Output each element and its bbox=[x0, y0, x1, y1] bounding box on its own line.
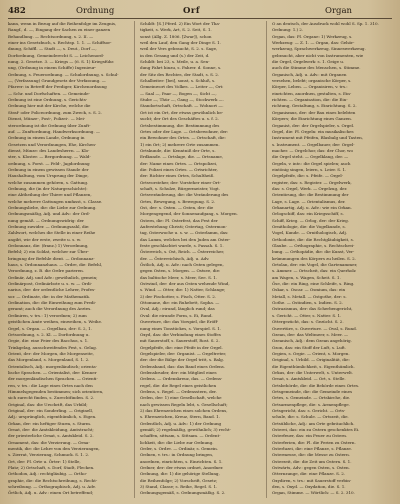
text-line: bung. — Orthopädie, die: die Kunst, Ver- bbox=[272, 249, 355, 255]
text-line: Ordnung hier mit der Kirche, welche die bbox=[8, 103, 91, 109]
text-line: 2) das Ehrenzeichen eines solchen Ordens, bbox=[140, 407, 228, 413]
text-line: weil den Lauf, den Gang der Dinge S. 1. bbox=[140, 40, 221, 46]
text-line: Ordinär, Adj. und Adv.: gewöhnlich, gemein; bbox=[8, 274, 98, 280]
text-line: das: s. Orgel, Werk. — Orgelzug, der. bbox=[272, 185, 348, 191]
text-line: dienst, Münze: des Landesherrn. — Klo- bbox=[8, 147, 90, 153]
text-line: Auferstehung Christi; Ostertag, Ostermon- bbox=[140, 224, 227, 229]
text-line: ein Bewohner des Ortes. — Ortschaft, die: bbox=[140, 135, 226, 141]
text-line: Ordnung ist eine Ordnung, s. Gerichts- bbox=[8, 97, 88, 103]
text-line: Orgel, s. Organ. — Orgelbau, der: S. 2, 1. bbox=[8, 325, 92, 331]
text-line: Befehl; 2) ein Soldat, welcher zur Über- bbox=[8, 249, 89, 255]
text-line: Orient, der: der Morgen, die Morgenseite, bbox=[8, 350, 94, 356]
text-line: narius, der: der ordentliche Lehrer, Profes- bbox=[8, 287, 96, 293]
text-line: Ordnung in einem Lande, Ordnung in bbox=[8, 135, 85, 141]
text-line: mentik, die: die Lehre von den Verzierungen, bbox=[8, 446, 100, 452]
text-line: Orthodoxie, die: die Rechtgläubigkeit, s. bbox=[272, 236, 354, 242]
text-line: Ordnungsgemäß, s. Ordnungsmäßig. S. 2. bbox=[140, 490, 226, 496]
text-line: Werkzeug: — Z. 1. — Organ, das: Gehör- bbox=[272, 40, 355, 46]
text-line: Orgelpfeife, die: s. Pfeife. — Orgel- bbox=[272, 173, 343, 179]
text-line: Dienst, Münze-, Post-, Polizei-. — Mei- bbox=[8, 116, 86, 122]
text-line: richtung, Gestaltung, s. Einrichtung. S. 2. bbox=[272, 103, 357, 109]
text-line: Morgengegend, der Sonnenaufgang, s. Morgen. bbox=[140, 211, 238, 217]
text-line: Ost, der: s. Osten. — Osten, der: die bbox=[140, 204, 214, 210]
text-line: versehen, belebt; organische Körper, s. bbox=[272, 78, 352, 84]
text-line: s. Gericht. — Otter, s. Natter. S. 1. bbox=[272, 312, 342, 318]
text-line: Ortolan, der: ein Vogel, die Gartenammer, bbox=[272, 262, 358, 268]
text-line: macher. — Orgelchor, das: der Chor, wo bbox=[272, 147, 353, 153]
text-line: die Orgel, Orgelwerk: s. 1. Geige u. bbox=[272, 59, 345, 65]
text-line: Vogel, Kunde. — Ornithologisch, Adj. bbox=[272, 230, 347, 236]
column-middle bbox=[134, 21, 260, 498]
text-line: Platz; 2) Ortschaft, s. Dorf, Stadt, Flecken. bbox=[8, 465, 95, 471]
text-line: Österreich, s. Ost, Reich. — Österreicher, bbox=[140, 249, 225, 255]
text-line: Östlich, Adj. u. Adv.: nach Osten gelegen, bbox=[140, 262, 224, 268]
text-line: Instrument mit Pfeifen, Blasbalg und Tasten, bbox=[272, 135, 363, 141]
text-line: Gothe. — Ostindien, s. Indien. S. 2. bbox=[272, 300, 343, 306]
text-line: Ortskunde, die: Kenntniß der Orte, s. bbox=[140, 147, 216, 153]
text-line: schreibung. — Orthographisch, Adj. u. Adv. bbox=[8, 484, 96, 490]
text-line: geistlichen Amte weihen, einweihen, s. Weihe. bbox=[8, 319, 103, 325]
text-line: sor. — Ordinate, die: in der Mathematik. bbox=[8, 293, 91, 299]
text-line: Orkanartig, Adj. u. Adv.: wie ein Orkan. bbox=[272, 204, 352, 210]
text-line: Osterei, das: ein zu Ostern geschenktes Ei. bbox=[272, 427, 360, 432]
text-line: Ortsvorsteher, der: Vorsteher einer Ort- bbox=[140, 179, 221, 185]
text-line: tigkeit, s. Werk, Art, S. 2. Seit, S. 1. bbox=[140, 27, 212, 33]
text-line: gegen Osten, s. Morgen. — Ostsee, die: bbox=[140, 268, 221, 274]
text-line: auch die Stimme des Menschen, s. Stimme. bbox=[272, 65, 361, 71]
text-line: einer ins Gesetzbuch, s. Rechtsp. 1. 1. — Schiffsor- bbox=[8, 40, 112, 46]
text-line: Oskar, s. Oscar. — Osmium, das: ein bbox=[272, 287, 346, 293]
text-line: Ordnungsliebe, die: die Liebe zur Ordnung. bbox=[8, 204, 97, 210]
text-line: Örtlich, Adj. u. Adv.: einen Ort betreffend; bbox=[8, 490, 94, 496]
page-number: 482 bbox=[8, 6, 26, 16]
page-header bbox=[8, 4, 392, 18]
text-line: Ordnung zuwider. — Ordnungszahl, die: bbox=[8, 224, 90, 229]
text-line: kann, wenn in Bezug auf die Reihenfolge im Zeugnis, bbox=[8, 21, 117, 26]
text-line: Ordnung in einem gewissen Stande der bbox=[8, 166, 89, 172]
text-line: Ordination, die: die Einweihung zum Predi- bbox=[8, 300, 96, 306]
text-line: anordnen, einrichten, s. Einrichten. S. 1. bbox=[140, 458, 223, 464]
text-line: Pfarrer: in Betreff der Prediger, Kirchenordnung bbox=[8, 84, 107, 90]
text-line: Rangf., d. —, Eingang der Sachen zu einer ganzen bbox=[8, 27, 111, 33]
text-line: Orientirung, die: die Bestimmung der bbox=[272, 192, 349, 198]
text-line: lische Sprachen. — Orientalist, der: Kenner bbox=[8, 369, 97, 375]
text-line: register, das: s. Register. — Orgelwerk, bbox=[272, 179, 352, 185]
text-line: weil der Vers gebraucht, S. 2. s. Sage, bbox=[140, 46, 218, 52]
text-line: Osterluzei, die: eine Pflanze, s. Pflanze. bbox=[272, 446, 353, 452]
text-line: Lage, s. Lage. — Orientalismus, der. bbox=[272, 198, 346, 204]
text-line: Orthodox, Adj.: rechtgläubig. — Ortho- bbox=[8, 471, 87, 477]
text-line: Ordens. — Ordenskreuz, das. — Ordens- bbox=[140, 376, 223, 382]
text-line: Ordensband, das: das Band eines Ordens. bbox=[140, 363, 225, 369]
text-line: der: Name eines Ortes. — Ortspolizei, bbox=[140, 160, 218, 166]
text-line: s. Zierrat, Verzierung, Schmuck. S. 1. 2. bbox=[8, 452, 90, 458]
text-line: sonst (Allg. Z. 1806. [Zwar]), schon bbox=[140, 33, 212, 39]
text-line: Ortsbehörde, die: die Behörde eines Ortes. bbox=[272, 382, 360, 388]
text-line: Ozean, der: das Weltmeer, s. Meer. — bbox=[272, 331, 348, 337]
text-line: Metall, s. Metall. — Ostgothe, der: s. bbox=[272, 293, 347, 299]
text-line: werkzeug, Sprachwerkzeug, Sinneswerkzeug. bbox=[272, 46, 366, 52]
text-line: der morgenländischen Sprachen. — Orienti- bbox=[8, 376, 98, 382]
text-line: Orgel, die: Pl. Orgeln: ein musikalisches bbox=[272, 128, 354, 134]
text-line: die: Polizei eines Ortes. — Ortsrichter, bbox=[140, 166, 218, 172]
text-line: Orgelspieler, der: Organist. — Orgeltreter, bbox=[140, 350, 227, 356]
text-line: Ortes, Bewegung, s. Bewegung. S. 2. bbox=[140, 198, 216, 204]
header-rule bbox=[8, 18, 392, 19]
text-line: Straf- oder Policeordnung, zum Zweck, s. S. 2. bbox=[8, 109, 102, 115]
text-line: Ottomane, die: ein Ruhebett, Sopha. — bbox=[140, 300, 220, 306]
text-line: Order, s. Ordre. — Ordinär, s. Gemein. bbox=[140, 446, 218, 452]
column-right bbox=[266, 21, 392, 498]
text-line: Schildt: [S.] Pferd. 2) Ein Wort der Tha- bbox=[140, 21, 221, 26]
text-line: Ordnungsmäßig, Adj. und Adv.: der Ord- bbox=[8, 211, 90, 217]
text-line: Osterfeuer, das: ein Feuer zu Ostern. bbox=[272, 433, 348, 439]
text-line: Ozeanisch, Adj.: dem Ozean angehörig. bbox=[272, 338, 352, 344]
text-line: Ordner, der: der etwas ordnet, Anordner. bbox=[140, 465, 224, 471]
text-line: Original, das: die Urschrift, das Urbild; bbox=[8, 401, 88, 407]
text-line: Verordnung, z. B. die Ordre parieren. bbox=[8, 268, 84, 274]
text-line: regel, die: die Regel eines geistlichen bbox=[140, 382, 217, 388]
text-line: Schalbeiter: [bei], sonst, s. Schluß, s. bbox=[140, 78, 216, 84]
text-line: Orden, der: 1) eine Gesellschaft, welche bbox=[140, 395, 222, 401]
text-line: schaft, s. Schulze, Bürgermeister, Vogt. bbox=[140, 185, 220, 191]
text-line: Ordiniren, v. trs.: 1) verordnen; 2) zum bbox=[8, 312, 87, 318]
text-line: krümmungen des Körpers zu heilen. S. 2. bbox=[272, 255, 356, 261]
text-line: Ouvertüre, s. Ouverture. — Oval, s. Rund. bbox=[272, 325, 357, 331]
text-line: Orgeln, v. intr.: die Orgel spielen; auch bbox=[272, 160, 351, 166]
text-line: — Schr. und Dorfschaften. — Gemeinde- bbox=[8, 90, 90, 96]
text-line: sucht; der Ort des Geschäftes u. s. f. 2. bbox=[140, 116, 219, 122]
text-line: einrichten, anordnen, gestalten, s. Ein- bbox=[272, 90, 352, 96]
column-left bbox=[8, 21, 128, 498]
text-line: Ornithologie, die: die Vogelkunde, s. bbox=[272, 224, 346, 229]
text-line: Ordnung, die: 1) die gehörige Stellung, bbox=[140, 471, 220, 477]
text-line: Oval: die eirunde Form, s. Ei, Rund. bbox=[140, 312, 213, 318]
text-line: Ordentlich, Adj. u. Adv.: 1) der Ordnung bbox=[140, 420, 222, 426]
text-line: 3) Stand, Classe; s. Reihe, Regel. S. 1. bbox=[140, 484, 218, 490]
text-line: feste geschlachtet wurde, s. Passah. S. 1. bbox=[140, 243, 224, 249]
text-line: Ordinärpost, Ordinärbote u. s. w. — Ordi- bbox=[8, 281, 92, 287]
text-line: das Lamm, welches bei den Juden am Oster- bbox=[140, 236, 231, 242]
text-line: angibt, wie der erste, zweite u. s. w. bbox=[8, 236, 81, 242]
text-line: welche mehrere Gattungen umfasst, s. Classe. bbox=[8, 198, 103, 204]
text-line: Ordnen, v. trs.: in Ordnung bringen, bbox=[140, 452, 214, 458]
text-line: ren, v. trs.: die Lage eines Ortes nach den bbox=[8, 382, 93, 388]
text-line: der. — Österreichisch, Adj. u. Adv. bbox=[140, 255, 210, 261]
text-line: Ornament, das: die Verzierung. — Orna- bbox=[8, 439, 90, 445]
text-line: die Orgel steht. — Orgelklang, der. — bbox=[272, 154, 349, 160]
text-line: O an deutsch, der Ausdruck wohl wohl S. Sp. 1. 310. bbox=[272, 21, 379, 26]
text-line: das Morgenland, s. Morgenland, S. 1. 2. bbox=[8, 357, 90, 363]
text-line: der priesterliche Ornat, s. Amtskleid. S. 2. bbox=[8, 433, 94, 439]
text-line: Stube —, Thür —, Gang —, Stockwerk —. bbox=[140, 97, 224, 103]
text-line: die Eigenthümlichkeit, s. Eigenthümlich. bbox=[272, 363, 355, 369]
text-line: 1) ein Ort; 2) mehrere Orte zusammen. bbox=[140, 141, 220, 147]
text-line: Ordnung, s. Feuerordnung. — Schulordnung, s. Schul- bbox=[8, 71, 119, 77]
running-head-left: Ordnung bbox=[76, 6, 115, 16]
text-line: Behandlung. — Rechtsordnung, s. 2. II. — bbox=[8, 33, 94, 39]
text-line: in den Gesang und (s.) der Zeit, d. bbox=[140, 52, 210, 58]
text-line: der: der die Bälge der Orgel tritt, s. Balg. bbox=[140, 357, 224, 363]
text-line: Schildt: bei 23, s. Meile, u. a. Sen- bbox=[140, 59, 210, 65]
text-line: Ordensbruder, der: ein Mitglied eines bbox=[140, 369, 217, 375]
text-line: Ozon, das: ein Stoff der Luft, s. Luft. bbox=[272, 344, 346, 350]
text-line: s. Ammer. — Ortscheit, das: ein Querholz bbox=[272, 268, 356, 274]
text-line: Ostermesse, die: die Messe zu Ostern. bbox=[272, 452, 350, 458]
text-line: Haushaltung, vom Ursprung der Dinge, bbox=[8, 173, 89, 179]
text-line: Standortschaft, Ortschaft. — Wohnort —. bbox=[140, 103, 224, 109]
text-line: Orkus, der: die Unterwelt, s. Unterwelt. bbox=[272, 369, 354, 375]
text-line: richten. — Organisation, die: die Ein- bbox=[272, 97, 348, 103]
text-line: auf. — Zunftordnung, Handwerksordnung. — bbox=[8, 128, 100, 134]
text-line: Orientalisch, Adj.: morgenländisch; orienta- bbox=[8, 363, 97, 369]
running-head-right: Organ bbox=[324, 6, 352, 16]
text-line: Osterferien, die: Pl. die Ferien zu Ostern. bbox=[272, 439, 356, 445]
text-line: Ostwärts, Adv.: gegen Osten, s. Osten. bbox=[272, 465, 350, 471]
text-line: Ottergezücht, das: s. Gezücht. S. 2. bbox=[272, 319, 344, 325]
text-line: Schiff, Krieg. — Orlog, der: der Krieg. bbox=[272, 217, 349, 223]
text-line: Otternzunge, die: eine Pflanze. S. 2. bbox=[272, 471, 346, 477]
text-line: Ostwind, der: der aus Osten wehende Wind, bbox=[140, 281, 230, 287]
text-line: Trinkgelag, ausschweifendes Fest, s. Gelag. bbox=[8, 344, 97, 350]
text-line: graphie, die: die Rechtschreibung, s. Recht- bbox=[8, 477, 98, 483]
text-line: haus, s. Ordonnanzhaus. — Ordre, die: Befehl, bbox=[8, 262, 103, 268]
text-line: Orgie, die: eine Feier des Bacchus, s. 1. bbox=[8, 338, 89, 344]
text-line: Ostrazismus, der: das Scherbengericht, bbox=[272, 306, 353, 312]
text-line: Oxyd, das: die Verbindung eines Stoffes bbox=[140, 331, 221, 337]
text-line: Ortsgericht, das: s. Gericht. — Orts- bbox=[272, 407, 346, 413]
text-line: Original, s. Urbild. — Originalität, die: bbox=[272, 357, 350, 363]
text-line: gebraucht, aber nicht von Instrumenten, wie bbox=[272, 52, 364, 58]
text-line: lichkeit, die: die Liebe zur Ordnung. bbox=[140, 439, 214, 445]
text-line: Erdkunde. — Ortslage, die. — Ortsname, bbox=[140, 154, 224, 160]
text-line: Original, der: ein Sonderling. — Originell, bbox=[8, 407, 94, 413]
text-line: Ordnung: 1.) 2. bbox=[272, 27, 304, 33]
text-line: sterordnung ist die Ordnung über Zunft- bbox=[8, 122, 91, 128]
text-line: Gemeinwort des Volkes. — Leiter —, Ort: bbox=[140, 84, 224, 90]
text-line: nach gewissen Regeln lebt, s. Gesellschaft; bbox=[140, 401, 228, 407]
text-line: Glaube. — Orthographie, s. Rechtschrei- bbox=[272, 243, 355, 249]
text-line: mit Sauerstoff, s. Sauerstoff, Rost. S. 2. bbox=[140, 338, 220, 344]
text-line: das baltische Meer, s. Meer, See. S. 1. bbox=[140, 274, 218, 280]
text-line: Oval, Adj.: eirund, länglich rund; das bbox=[140, 306, 215, 312]
text-line: ster, s. Kloster. — Bergordnung. — Wald- bbox=[8, 154, 91, 160]
text-line: Orgelpfeife, die: eine Pfeife in der Orgel. bbox=[140, 344, 223, 350]
text-line: Ortsveränderung, die: die Veränderung des bbox=[140, 192, 229, 198]
text-line: Ordens, s. Regel. — Ordensstern, der. bbox=[140, 388, 217, 394]
text-line: 2) der Fischotter, s. Fisch, Otter. S. 2. bbox=[140, 293, 217, 299]
text-line: s. Instrument. — Orgelbauer, der: Orgel- bbox=[272, 141, 355, 147]
text-line: Ouverture, die: das Vorspiel, die Eröff- bbox=[140, 319, 219, 325]
text-line: eintönig singen, leiern, s. Leier. S. 1. bbox=[272, 166, 347, 172]
text-line: Ort ist ein Ort, der etwas gewöhnlich be- bbox=[140, 109, 224, 115]
text-line: — Saal —, Paar —, Bogen —, Sicht —, bbox=[140, 90, 217, 96]
text-line: Ortsübliche, Adj.: am Orte gebräuchlich. bbox=[272, 420, 355, 426]
text-line: welche zusammen gehören, s. Gattung. bbox=[8, 179, 89, 185]
text-line: Körpers; die Einrichtung eines Ganzen. bbox=[272, 116, 352, 122]
text-line: Ort, der: Pl. Orte u. Örter: 1) Stelle, bbox=[8, 458, 81, 464]
text-line: Osterzeit, die: die Zeit um Ostern. S. 1. bbox=[272, 458, 352, 464]
text-line: am Wagen, s. Wagen, Scheit. S. 1. bbox=[272, 274, 341, 280]
text-line: —, (Verfassung) Grundgesetz der Verfassung. — bbox=[8, 78, 106, 84]
text-line: Ostern, die: Pl. Osterfest, das Fest der bbox=[140, 217, 218, 223]
text-line: Gesetzen und Verordnungen, Ehe, Kirchen- bbox=[8, 141, 97, 147]
text-line: Ornat, der: die Amtskleidung, Amtstracht; bbox=[8, 427, 94, 432]
text-columns bbox=[8, 21, 392, 498]
text-line: Orlogschiff, das: ein Kriegsschiff, s. bbox=[272, 211, 344, 217]
text-line: Ortsarmenpflege, die: s. Armenpflege. bbox=[272, 401, 350, 407]
text-line: schule, die: s. Schule. — Ortszeit, die. bbox=[272, 414, 349, 420]
text-line: Organ, Stimme. — Wörtlich: — S. 2. 310. bbox=[272, 490, 355, 496]
text-line: Zahlwort, welches die Stelle in einer Reihe bbox=[8, 230, 96, 236]
text-line: nung gemäß. — Ordnungswidrig: der bbox=[8, 217, 84, 223]
text-line: Ortes oder der Lage. — Ortsbewohner, der: bbox=[140, 128, 229, 134]
text-line: s. Ehrenzeichen, Kreuz, Stern, Band. 1. bbox=[140, 414, 220, 420]
text-line: Dorfordnung, Gemeinderecht S. — Leichenord- bbox=[8, 52, 105, 58]
text-line: ordnung, s. Forst. — Feld-, Jagdordnung bbox=[8, 160, 90, 166]
text-line: Organ, das: Pl. Organe: 1) Werkzeug, s. bbox=[272, 33, 353, 39]
text-line: Orkan, der: ein heftiger Sturm, s. Sturm. bbox=[8, 420, 92, 426]
text-line: nung eines Tonstückes, s. Vorspiel. S. 1. bbox=[140, 325, 222, 331]
text-line: der Sitz des Rechtes, der Stadt, s. S. 2. bbox=[140, 71, 220, 77]
text-line: Ortes, s. Gemeinde. — Ortskirche, die. bbox=[272, 395, 351, 401]
text-line: dnung, Schiffl. — Stadt —, s. Deut., Dorf —, bbox=[8, 46, 97, 52]
text-line: Körper, Leben. — Organisiren, v. trs.: bbox=[272, 84, 348, 90]
text-line: Ordnung, die (in der Naturgeschichte): bbox=[8, 185, 88, 191]
text-line: s. Wind. — Otter, die: 1) Natter, Schlange; bbox=[140, 287, 226, 293]
text-line: Organist, der: der Orgelspieler, s. Orgel. bbox=[272, 122, 355, 128]
text-line: geramt; auch die Verordnung des Arztes. bbox=[8, 306, 92, 312]
text-line: der: Richter eines Ortes, Schultheiß. bbox=[140, 173, 215, 179]
text-line: Adj.: ursprünglich, eigenthümlich, s. Eigen. bbox=[8, 414, 97, 420]
text-line: den, s. Oxyd. — Oxydation, die. S. 1. bbox=[272, 484, 346, 490]
text-line: ung, (Ordnung in einem Schiffe) Ingenieur- bbox=[8, 65, 97, 71]
text-line: Ornat, s. Amtskleid. — Ort, s. Stelle. bbox=[272, 376, 346, 382]
text-line: Himmelsgegenden bestimmen; sich orientiren, bbox=[8, 388, 104, 394]
text-line: Organismus, der: der Bau eines belebten bbox=[272, 109, 356, 115]
text-line: bringung der Befehle dient. — Ordonnanz- bbox=[8, 255, 95, 261]
text-line: nung, 2. Gesetze. 3. — Kriegs — (6. S. 1) Kriegsführ. bbox=[8, 59, 115, 65]
text-line: Öse, die: ein Ring, eine Schleife, s. Ring. bbox=[272, 281, 355, 287]
text-line: eine Abtheilung der Thiere und Pflanzen, bbox=[8, 192, 92, 198]
running-head-center: Orf bbox=[183, 6, 201, 16]
text-line: Ortsgemeinde, die: die Gemeinde eines bbox=[272, 388, 353, 394]
text-line: Ortsbestimmung, die: Bestimmung des bbox=[140, 122, 220, 128]
text-line: gemäß; 2) regelmäßig, gewöhnlich; 3) recht- bbox=[140, 427, 231, 432]
text-line: dung Fahrt hinzu, s. Fahrer. d. Sonne, s. bbox=[140, 65, 222, 71]
text-line: Ortsordnung, s. 2. Kl. — Dorfordnung u. bbox=[8, 331, 90, 337]
text-line: schaffen, sittsam, s. Sittsam. — Ordent- bbox=[140, 433, 221, 439]
text-line: sich zurecht finden, s. Zurechtfinden. S. 2. bbox=[8, 395, 95, 401]
text-line: Oxydiren, v. trs.: mit Sauerstoff verbin- bbox=[272, 477, 352, 483]
text-line: die Reihenfolge; 2) Vorschrift, Gesetz; bbox=[140, 477, 218, 483]
text-line: tag, Osterwoche u. s. w. — Osterlamm, das: bbox=[140, 230, 229, 236]
text-line: Ordonnanz, die: (franz.) 1) Verordnung, bbox=[8, 243, 89, 249]
text-line: Organisch, Adj. u. Adv.: mit Organen bbox=[272, 71, 347, 77]
text-line: Orgien, s. Orgie. — Orient, s. Morgen. bbox=[272, 350, 350, 356]
